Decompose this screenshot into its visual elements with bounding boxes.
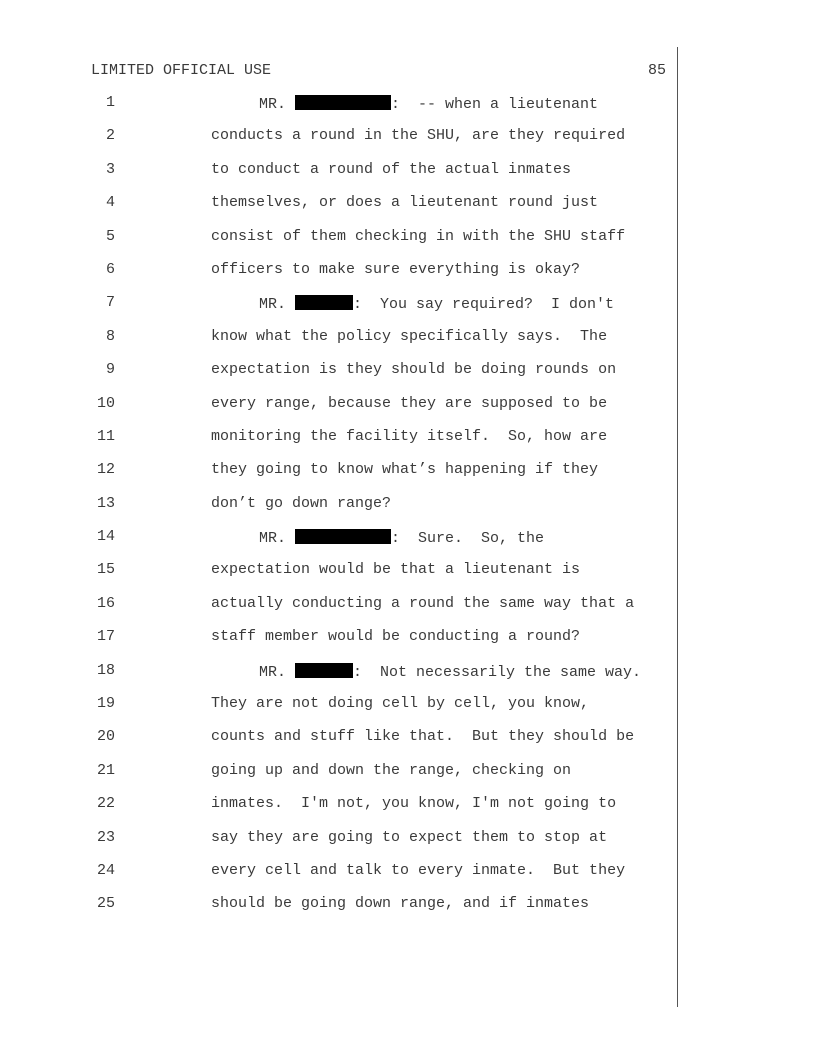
transcript-line [0,830,680,863]
redaction-bar [295,663,353,678]
speaker-statement: : You say required? I don't [353,296,615,314]
line-number: 12 [96,461,115,479]
transcript-line [0,729,680,762]
classification-header: LIMITED OFFICIAL USE [91,62,272,79]
transcript-line [0,396,680,429]
speaker-prefix: MR. [259,530,296,548]
line-text: expectation would be that a lieutenant is [211,561,581,579]
line-number: 18 [96,661,115,679]
transcript-line [0,262,680,295]
line-number: 19 [96,695,115,713]
line-number: 1 [105,94,115,111]
line-number: 7 [105,294,115,312]
redaction-bar [295,95,391,110]
line-text: they going to know what’s happening if they [211,461,599,479]
transcript-line [0,629,680,662]
line-number: 16 [96,594,115,612]
line-number: 20 [96,728,115,746]
transcript-line [0,696,680,729]
line-number: 17 [96,628,115,646]
line-text: inmates. I'm not, you know, I'm not going to [211,795,617,813]
line-number: 5 [105,227,115,245]
line-number: 11 [96,427,115,445]
transcript-line [0,295,680,328]
line-number: 14 [96,528,115,546]
transcript-line [0,462,680,495]
transcript-line [0,562,680,595]
transcript-line [0,229,680,262]
speaker-line [259,95,598,113]
line-text: monitoring the facility itself. So, how are [211,427,608,445]
transcript-line [0,529,680,562]
line-number: 15 [96,561,115,579]
transcript-body [0,95,680,930]
transcript-line [0,796,680,829]
line-text: say they are going to expect them to stop at [211,828,608,846]
line-number: 2 [105,127,115,145]
line-text: They are not doing cell by cell, you know, [211,695,590,713]
speaker-prefix: MR. [259,96,296,113]
line-text: should be going down range, and if inmates [211,895,590,913]
speaker-prefix: MR. [259,663,296,681]
transcript-line [0,162,680,195]
line-text: going up and down the range, checking on [211,761,572,779]
line-text: every cell and talk to every inmate. But they [211,861,626,879]
line-number: 10 [96,394,115,412]
line-number: 6 [105,260,115,278]
line-text: don’t go down range? [211,494,392,512]
transcript-line [0,596,680,629]
line-text: staff member would be conducting a round? [211,628,581,646]
line-number: 21 [96,761,115,779]
speaker-line [259,529,544,547]
transcript-line [0,429,680,462]
speaker-line [259,663,641,681]
line-text: officers to make sure everything is okay? [211,260,581,278]
line-number: 3 [105,160,115,178]
redaction-bar [295,295,353,310]
line-text: expectation is they should be doing rounds on [211,361,617,379]
transcript-line [0,496,680,529]
speaker-line [259,295,614,313]
transcript-line [0,95,680,128]
speaker-prefix: MR. [259,296,296,314]
transcript-line [0,663,680,696]
speaker-statement: : Not necessarily the same way. [353,663,642,681]
line-text: to conduct a round of the actual inmates [211,160,572,178]
line-text: know what the policy specifically says. The [211,327,608,345]
line-number: 8 [105,327,115,345]
line-text: every range, because they are supposed to be [211,394,608,412]
line-number: 25 [96,895,115,913]
transcript-line [0,896,680,929]
line-text: counts and stuff like that. But they should be [211,728,635,746]
redaction-bar [295,529,391,544]
transcript-line [0,763,680,796]
transcript-line [0,863,680,896]
line-text: conducts a round in the SHU, are they required [211,127,626,145]
speaker-statement: : Sure. So, the [391,530,545,548]
speaker-statement: : -- when a lieutenant [391,96,599,113]
line-text: consist of them checking in with the SHU staff [211,227,626,245]
page-number: 85 [647,62,666,79]
transcript-line [0,329,680,362]
line-number: 9 [105,361,115,379]
transcript-line [0,195,680,228]
line-number: 4 [105,194,115,212]
transcript-line [0,362,680,395]
line-number: 23 [96,828,115,846]
line-text: actually conducting a round the same way that a [211,594,635,612]
transcript-line [0,128,680,161]
line-text: themselves, or does a lieutenant round just [211,194,599,212]
line-number: 22 [96,795,115,813]
line-number: 13 [96,494,115,512]
line-number: 24 [96,861,115,879]
